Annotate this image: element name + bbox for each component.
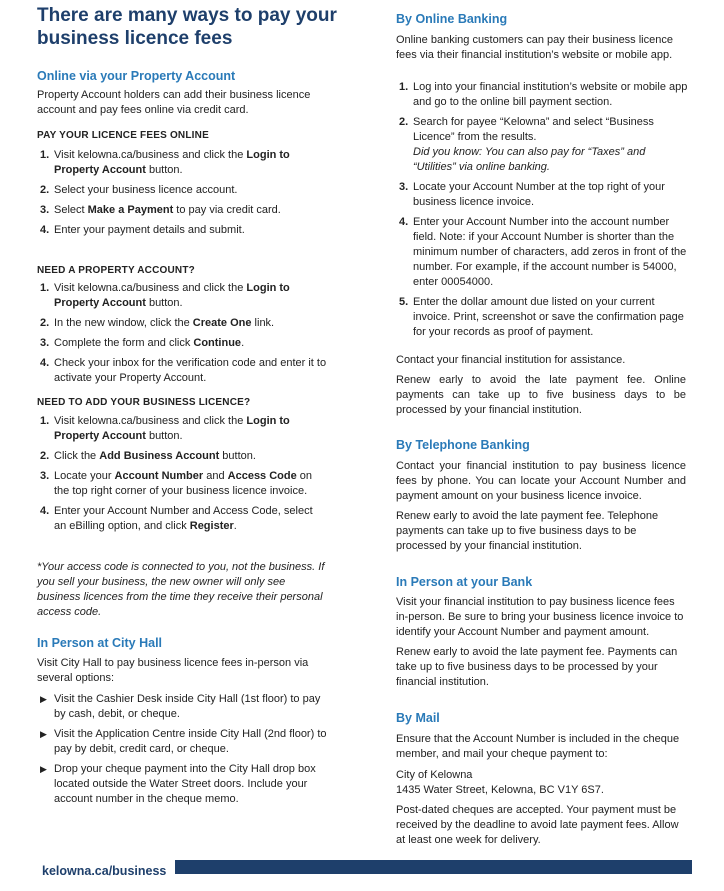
step-number: 2. bbox=[40, 184, 50, 196]
step-number: 3. bbox=[399, 181, 409, 193]
step-bold-text: Create One bbox=[192, 317, 252, 329]
online-banking-renew: Renew early to avoid the late payment fee. Online payments can take up to five business days to be processed by your financial institution. bbox=[396, 374, 686, 416]
step-number: 1. bbox=[40, 282, 50, 294]
did-you-know-hint: Did you know: You can also pay for “Taxes” and “Utilities” via online banking. bbox=[413, 146, 646, 173]
step-bold-text: Continue bbox=[193, 337, 242, 349]
online-banking-contact: Contact your financial institution for assistance. bbox=[396, 354, 626, 366]
cityhall-heading: In Person at City Hall bbox=[37, 636, 163, 650]
step-text: Drop your cheque payment into the City Hall drop box located outside the Water Street doors. Include your account number in the cheque memo. bbox=[54, 763, 316, 805]
bullet-arrow-icon: ▶ bbox=[40, 729, 47, 739]
bank-renew: Renew early to avoid the late payment fee. Payments can take up to five business days to be processed by your financial institution. bbox=[396, 646, 678, 688]
list-item bbox=[37, 727, 327, 757]
mail-heading: By Mail bbox=[396, 711, 440, 725]
bank-intro: Visit your financial institution to pay business licence fees in-person. Be sure to bring your business licence invoice to identify your Account Number and payment amount. bbox=[396, 596, 684, 638]
step-text: button. bbox=[145, 164, 183, 176]
step-number: 2. bbox=[40, 450, 50, 462]
list-item bbox=[37, 336, 327, 351]
step-text: . bbox=[233, 520, 237, 532]
mail-address-line2: 1435 Water Street, Kelowna, BC V1Y 6S7. bbox=[396, 784, 604, 796]
step-text: Enter your payment details and submit. bbox=[54, 224, 245, 236]
step-bold-text: Make a Payment bbox=[87, 204, 174, 216]
footer-bar bbox=[175, 860, 692, 874]
telephone-banking-intro: Contact your financial institution to pay business licence fees by phone. You can locate your Account Number and payment amount on your business licence invoice. bbox=[396, 460, 686, 502]
list-item bbox=[37, 692, 327, 722]
step-text: button. bbox=[145, 297, 183, 309]
bullet-arrow-icon: ▶ bbox=[40, 694, 47, 704]
step-text: Search for payee “Kelowna” and select “Business Licence” from the results. bbox=[413, 116, 654, 143]
list-item bbox=[37, 414, 327, 444]
step-text: Enter your Account Number and Access Code, select an eBilling option, and click bbox=[54, 505, 313, 532]
step-text: Locate your bbox=[54, 470, 115, 482]
step-text: Visit kelowna.ca/business and click the bbox=[54, 282, 247, 294]
step-text: button. bbox=[145, 430, 183, 442]
step-text: Click the bbox=[54, 450, 100, 462]
need-account-steps bbox=[37, 281, 327, 391]
list-item bbox=[37, 183, 327, 198]
step-number: 1. bbox=[40, 149, 50, 161]
add-licence-steps bbox=[37, 414, 327, 539]
step-bold-text: Login to Property Account bbox=[54, 149, 290, 176]
list-item bbox=[396, 80, 688, 110]
access-code-note: *Your access code is connected to you, not the business. If you sell your business, the new owner will only see business licences from the time they receive their personal access code. bbox=[37, 561, 325, 618]
cityhall-intro: Visit City Hall to pay business licence fees in-person via several options: bbox=[37, 657, 309, 684]
step-text: Select your business licence account. bbox=[54, 184, 238, 196]
step-text: Locate your Account Number at the top right of your business licence invoice. bbox=[413, 181, 665, 208]
list-item bbox=[37, 469, 327, 499]
step-text: to pay via credit card. bbox=[173, 204, 281, 216]
list-item bbox=[396, 215, 688, 290]
mail-intro: Ensure that the Account Number is included in the cheque member, and mail your cheque payment to: bbox=[396, 733, 680, 760]
step-text: In the new window, click the bbox=[54, 317, 193, 329]
step-text: on the top right corner of your business licence invoice. bbox=[54, 470, 313, 497]
list-item bbox=[37, 449, 327, 464]
step-text: Visit kelowna.ca/business and click the bbox=[54, 415, 247, 427]
step-bold-text: Login to Property Account bbox=[54, 415, 290, 442]
list-item bbox=[37, 762, 327, 807]
list-item bbox=[37, 281, 327, 311]
bank-heading: In Person at your Bank bbox=[396, 575, 533, 589]
step-number: 5. bbox=[399, 296, 409, 308]
step-text: Visit kelowna.ca/business and click the bbox=[54, 149, 247, 161]
online-banking-heading: By Online Banking bbox=[396, 12, 508, 26]
online-banking-steps bbox=[396, 80, 688, 345]
step-bold-text: Login to Property Account bbox=[54, 282, 290, 309]
list-item bbox=[37, 504, 327, 534]
cityhall-options bbox=[37, 692, 327, 812]
step-number: 4. bbox=[399, 216, 409, 228]
step-text: Visit the Application Centre inside City Hall (2nd floor) to pay by debit, credit card, or cheque. bbox=[54, 728, 327, 755]
step-text: Check your inbox for the verification code and enter it to activate your Property Account. bbox=[54, 357, 327, 384]
step-bold-text: Access Code bbox=[227, 470, 297, 482]
list-item bbox=[37, 148, 327, 178]
list-item bbox=[37, 223, 327, 238]
mail-note: Post-dated cheques are accepted. Your payment must be received by the deadline to avoid late payment fees. Allow at least one week for delivery. bbox=[396, 804, 679, 846]
telephone-banking-renew: Renew early to avoid the late payment fee. Telephone payments can take up to five business days to be processed by your financial institution. bbox=[396, 510, 659, 552]
step-text: Enter your Account Number into the account number field. Note: if your Account Number is shorter than the minimum number of characters, add zeros in front of the number. For example, if the account number is 54000, enter 00054000. bbox=[413, 216, 687, 288]
step-bold-text: Register bbox=[189, 520, 234, 532]
step-text: Select bbox=[54, 204, 88, 216]
pay-online-steps bbox=[37, 148, 327, 243]
step-number: 2. bbox=[399, 116, 409, 128]
list-item bbox=[37, 356, 327, 386]
step-text: button. bbox=[219, 450, 256, 462]
step-text: Visit the Cashier Desk inside City Hall (1st floor) to pay by cash, debit, or cheque. bbox=[54, 693, 321, 720]
step-number: 3. bbox=[40, 204, 50, 216]
telephone-banking-heading: By Telephone Banking bbox=[396, 438, 530, 452]
step-text: Log into your financial institution’s website or mobile app and go to the online bill payment section. bbox=[413, 81, 688, 108]
step-number: 1. bbox=[40, 415, 50, 427]
list-item bbox=[396, 115, 688, 175]
pay-online-heading: PAY YOUR LICENCE FEES ONLINE bbox=[37, 130, 209, 141]
step-number: 4. bbox=[40, 505, 50, 517]
step-text: Complete the form and click bbox=[54, 337, 194, 349]
add-licence-heading: NEED TO ADD YOUR BUSINESS LICENCE? bbox=[37, 397, 251, 408]
need-account-heading: NEED A PROPERTY ACCOUNT? bbox=[37, 265, 195, 276]
step-bold-text: Account Number bbox=[114, 470, 204, 482]
step-text: Enter the dollar amount due listed on your current invoice. Print, screenshot or save the confirmation page for your records as proof of payment. bbox=[413, 296, 684, 338]
list-item bbox=[37, 203, 327, 218]
bullet-arrow-icon: ▶ bbox=[40, 764, 47, 774]
online-intro: Property Account holders can add their business licence account and pay fees online via credit card. bbox=[37, 89, 311, 116]
page-title: There are many ways to pay your business licence fees bbox=[37, 5, 337, 49]
step-number: 3. bbox=[40, 337, 50, 349]
footer-link[interactable]: kelowna.ca/business bbox=[42, 864, 167, 878]
list-item bbox=[396, 295, 688, 340]
step-text: link. bbox=[251, 317, 275, 329]
mail-address-line1: City of Kelowna bbox=[396, 769, 473, 781]
step-number: 4. bbox=[40, 357, 50, 369]
online-banking-intro: Online banking customers can pay their business licence fees via their financial institution’s website or mobile app. bbox=[396, 34, 673, 61]
step-number: 2. bbox=[40, 317, 50, 329]
step-number: 4. bbox=[40, 224, 50, 236]
step-number: 1. bbox=[399, 81, 409, 93]
step-number: 3. bbox=[40, 470, 50, 482]
step-text: and bbox=[203, 470, 228, 482]
step-bold-text: Add Business Account bbox=[99, 450, 220, 462]
step-text: . bbox=[241, 337, 245, 349]
online-heading: Online via your Property Account bbox=[37, 69, 236, 83]
list-item bbox=[396, 180, 688, 210]
list-item bbox=[37, 316, 327, 331]
